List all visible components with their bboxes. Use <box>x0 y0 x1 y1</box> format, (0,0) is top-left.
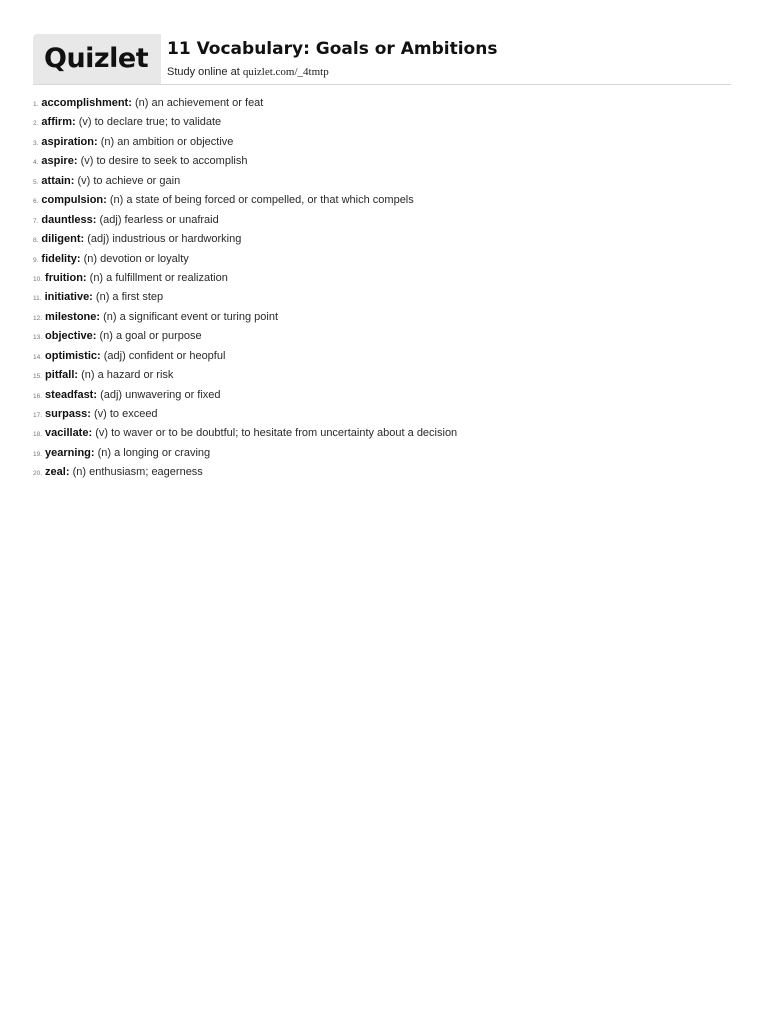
term-definition: (n) an ambition or objective <box>100 135 234 148</box>
term-number: 18. <box>33 431 43 439</box>
term-word: attain: <box>41 174 75 187</box>
term-row <box>33 211 733 230</box>
term-word: initiative: <box>44 291 93 304</box>
term-word: aspire: <box>41 155 78 168</box>
term-definition: (n) a goal or purpose <box>99 330 202 343</box>
term-number: 6. <box>33 198 39 206</box>
term-word: objective: <box>45 330 97 343</box>
page-header <box>33 34 731 85</box>
term-row <box>33 308 733 327</box>
term-word: steadfast: <box>45 388 98 401</box>
term-word: milestone: <box>45 310 101 323</box>
term-number: 1. <box>33 101 39 108</box>
term-row <box>33 94 733 113</box>
term-definition: (v) to waver or to be doubtful; to hesitate from uncertainty about a decision <box>95 427 458 440</box>
term-word: fidelity: <box>41 252 81 265</box>
term-number: 7. <box>33 217 39 225</box>
term-row <box>33 327 733 346</box>
term-row <box>33 230 733 249</box>
term-definition: (v) to exceed <box>93 408 158 420</box>
term-word: accomplishment: <box>41 97 132 109</box>
term-number: 16. <box>33 392 43 400</box>
term-row <box>33 405 733 424</box>
term-number: 9. <box>33 256 39 264</box>
term-list <box>33 94 733 483</box>
term-definition: (n) a significant event or turing point <box>103 310 278 323</box>
term-row <box>33 288 733 307</box>
term-definition: (n) a state of being forced or compelled, or that which compels <box>109 194 414 207</box>
term-word: optimistic: <box>45 349 101 362</box>
term-number: 4. <box>33 159 39 167</box>
logo-text: Quizlet <box>44 43 149 74</box>
term-number: 8. <box>33 237 39 245</box>
term-word: pitfall: <box>45 369 79 382</box>
term-number: 13. <box>33 334 43 342</box>
term-word: fruition: <box>45 271 87 284</box>
term-definition: (n) a longing or craving <box>97 446 211 459</box>
term-definition: (n) an achievement or feat <box>134 97 264 109</box>
term-row <box>33 113 733 132</box>
term-definition: (adj) unwavering or fixed <box>100 388 221 401</box>
term-row <box>33 250 733 269</box>
term-number: 11. <box>33 295 42 303</box>
term-row <box>33 444 733 463</box>
term-number: 19. <box>33 450 43 458</box>
study-prefix: Study online at <box>167 66 243 78</box>
term-number: 20. <box>33 470 43 478</box>
term-word: diligent: <box>41 233 85 246</box>
term-word: dauntless: <box>41 213 97 226</box>
term-word: affirm: <box>41 116 76 129</box>
quizlet-logo <box>33 34 161 84</box>
page-title: 11 Vocabulary: Goals or Ambitions <box>167 39 498 59</box>
term-definition: (n) a first step <box>95 291 164 304</box>
term-row <box>33 463 733 482</box>
term-definition: (v) to desire to seek to accomplish <box>80 155 248 168</box>
term-definition: (v) to declare true; to validate <box>78 116 222 129</box>
term-number: 3. <box>33 139 39 147</box>
term-row <box>33 347 733 366</box>
term-definition: (n) devotion or loyalty <box>83 252 189 265</box>
term-definition: (v) to achieve or gain <box>77 174 181 187</box>
term-number: 14. <box>33 353 43 361</box>
term-number: 5. <box>33 178 39 186</box>
term-row <box>33 191 733 210</box>
term-row <box>33 269 733 288</box>
term-number: 2. <box>33 120 39 128</box>
term-row <box>33 152 733 171</box>
term-definition: (adj) industrious or hardworking <box>87 233 242 246</box>
term-word: compulsion: <box>41 194 107 207</box>
term-row <box>33 386 733 405</box>
term-word: surpass: <box>45 408 91 420</box>
term-definition: (adj) confident or heopful <box>103 349 226 362</box>
term-row <box>33 366 733 385</box>
term-word: vacillate: <box>45 427 93 440</box>
term-row <box>33 424 733 443</box>
term-word: yearning: <box>45 446 95 459</box>
term-definition: (n) enthusiasm; eagerness <box>72 466 203 479</box>
term-definition: (adj) fearless or unafraid <box>99 213 219 226</box>
term-definition: (n) a hazard or risk <box>81 369 174 382</box>
term-number: 15. <box>33 373 43 381</box>
study-online-line <box>167 64 329 80</box>
term-word: aspiration: <box>41 135 98 148</box>
term-number: 12. <box>33 314 43 322</box>
term-row <box>33 133 733 152</box>
term-word: zeal: <box>45 466 70 479</box>
term-row <box>33 172 733 191</box>
term-number: 17. <box>33 412 43 419</box>
term-definition: (n) a fulfillment or realization <box>89 271 228 284</box>
term-number: 10. <box>33 275 43 283</box>
study-url-link[interactable]: quizlet.com/_4tmtp <box>242 66 329 78</box>
